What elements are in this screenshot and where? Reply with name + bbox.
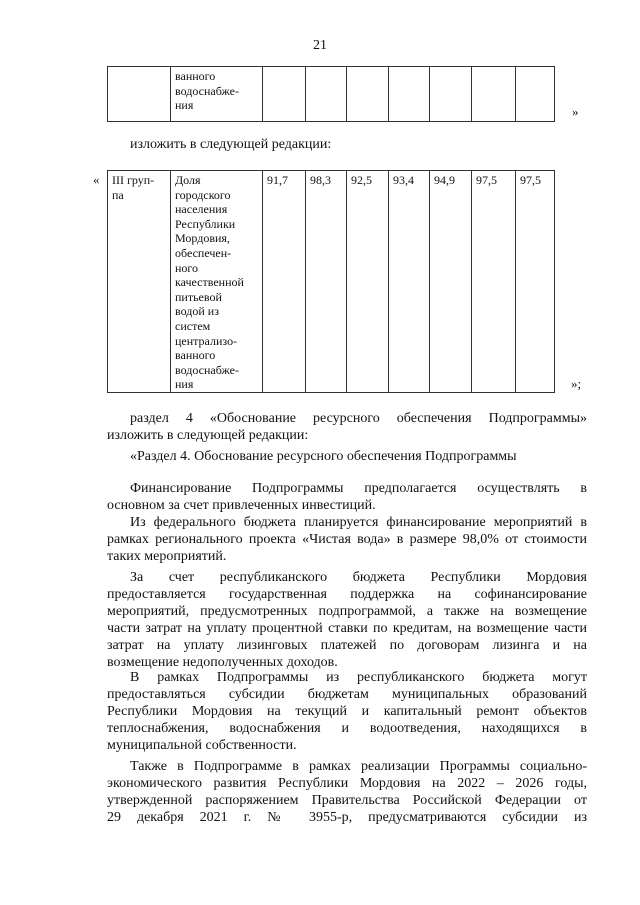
table-cell	[108, 67, 171, 122]
paragraph-line: части затрат на уплату процентной ставки по кредитам, на возмещение части	[107, 621, 587, 636]
paragraph-line: утвержденной распоряжением Правительства Российской Федерации от	[107, 793, 587, 808]
paragraph-line: рамках регионального проекта «Чистая вода» в размере 98,0% от стоимости	[107, 532, 587, 547]
close-quote: »	[572, 104, 579, 119]
paragraph-line: предоставляется государственная поддержка на софинансирование	[107, 587, 587, 602]
page-number: 21	[313, 38, 327, 53]
paragraph-line: мероприятий, предусмотренных подпрограммой, а также на возмещение	[107, 604, 587, 619]
close-quote: »;	[571, 376, 582, 391]
table-cell-value: 93,4	[389, 171, 430, 393]
section-heading: «Раздел 4. Обоснование ресурсного обеспечения Подпрограммы	[130, 449, 517, 464]
paragraph-line: затрат на уплату лизинговых платежей по договорам лизинга и на	[107, 638, 587, 653]
table-cell	[347, 67, 389, 122]
table-fragment-top	[107, 66, 555, 122]
table-cell-indicator: ванного водоснабже- ния	[171, 67, 263, 122]
table-cell-indicator: Доля городского населения Республики Мордовия, обеспечен- ного качественной питьевой водой из систем централизо- ванного водоснабже- ния	[171, 171, 263, 393]
table-cell-value: 97,5	[472, 171, 516, 393]
table-cell	[389, 67, 430, 122]
table-main	[107, 170, 555, 393]
table-row	[108, 67, 555, 122]
paragraph-line: Из федерального бюджета планируется финансирование мероприятий в	[130, 515, 587, 530]
paragraph-line: основном за счет привлеченных инвестиций.	[107, 498, 376, 513]
table-cell-value: 98,3	[306, 171, 347, 393]
table-row	[108, 171, 555, 393]
paragraph-line: 29 декабря 2021 г. № 3955-р, предусматриваются субсидии из	[107, 810, 587, 825]
paragraph-line: Республики Мордовия на текущий и капитальный ремонт объектов	[107, 704, 587, 719]
table-cell-value: 92,5	[347, 171, 389, 393]
table-cell	[472, 67, 516, 122]
paragraph-line: таких мероприятий.	[107, 549, 227, 564]
paragraph-line: За счет республиканского бюджета Республики Мордовия	[130, 570, 587, 585]
paragraph-line: Также в Подпрограмме в рамках реализации Программы социально-	[130, 759, 587, 774]
paragraph-line: муниципальной собственности.	[107, 738, 297, 753]
table-cell	[306, 67, 347, 122]
paragraph-line: возмещение недополученных доходов.	[107, 655, 338, 670]
paragraph-line: экономического развития Республики Мордовия на 2022 – 2026 годы,	[107, 776, 587, 791]
table-cell	[263, 67, 306, 122]
table-cell-group: III груп- па	[108, 171, 171, 393]
table-cell-value: 97,5	[516, 171, 555, 393]
open-quote: «	[93, 172, 100, 187]
paragraph-line: Финансирование Подпрограммы предполагается осуществлять в	[130, 481, 587, 496]
instruction-text: изложить в следующей редакции:	[130, 137, 332, 152]
table-cell-value: 91,7	[263, 171, 306, 393]
table-cell	[430, 67, 472, 122]
paragraph-line: теплоснабжения, водоснабжения и водоотведения, находящихся в	[107, 721, 587, 736]
table-cell	[516, 67, 555, 122]
paragraph-line: изложить в следующей редакции:	[107, 428, 309, 443]
paragraph-line: предоставляться субсидии бюджетам муниципальных образований	[107, 687, 587, 702]
table-cell-value: 94,9	[430, 171, 472, 393]
paragraph-line: В рамках Подпрограммы из республиканского бюджета могут	[130, 670, 587, 685]
paragraph-line: раздел 4 «Обоснование ресурсного обеспечения Подпрограммы»	[130, 411, 587, 426]
